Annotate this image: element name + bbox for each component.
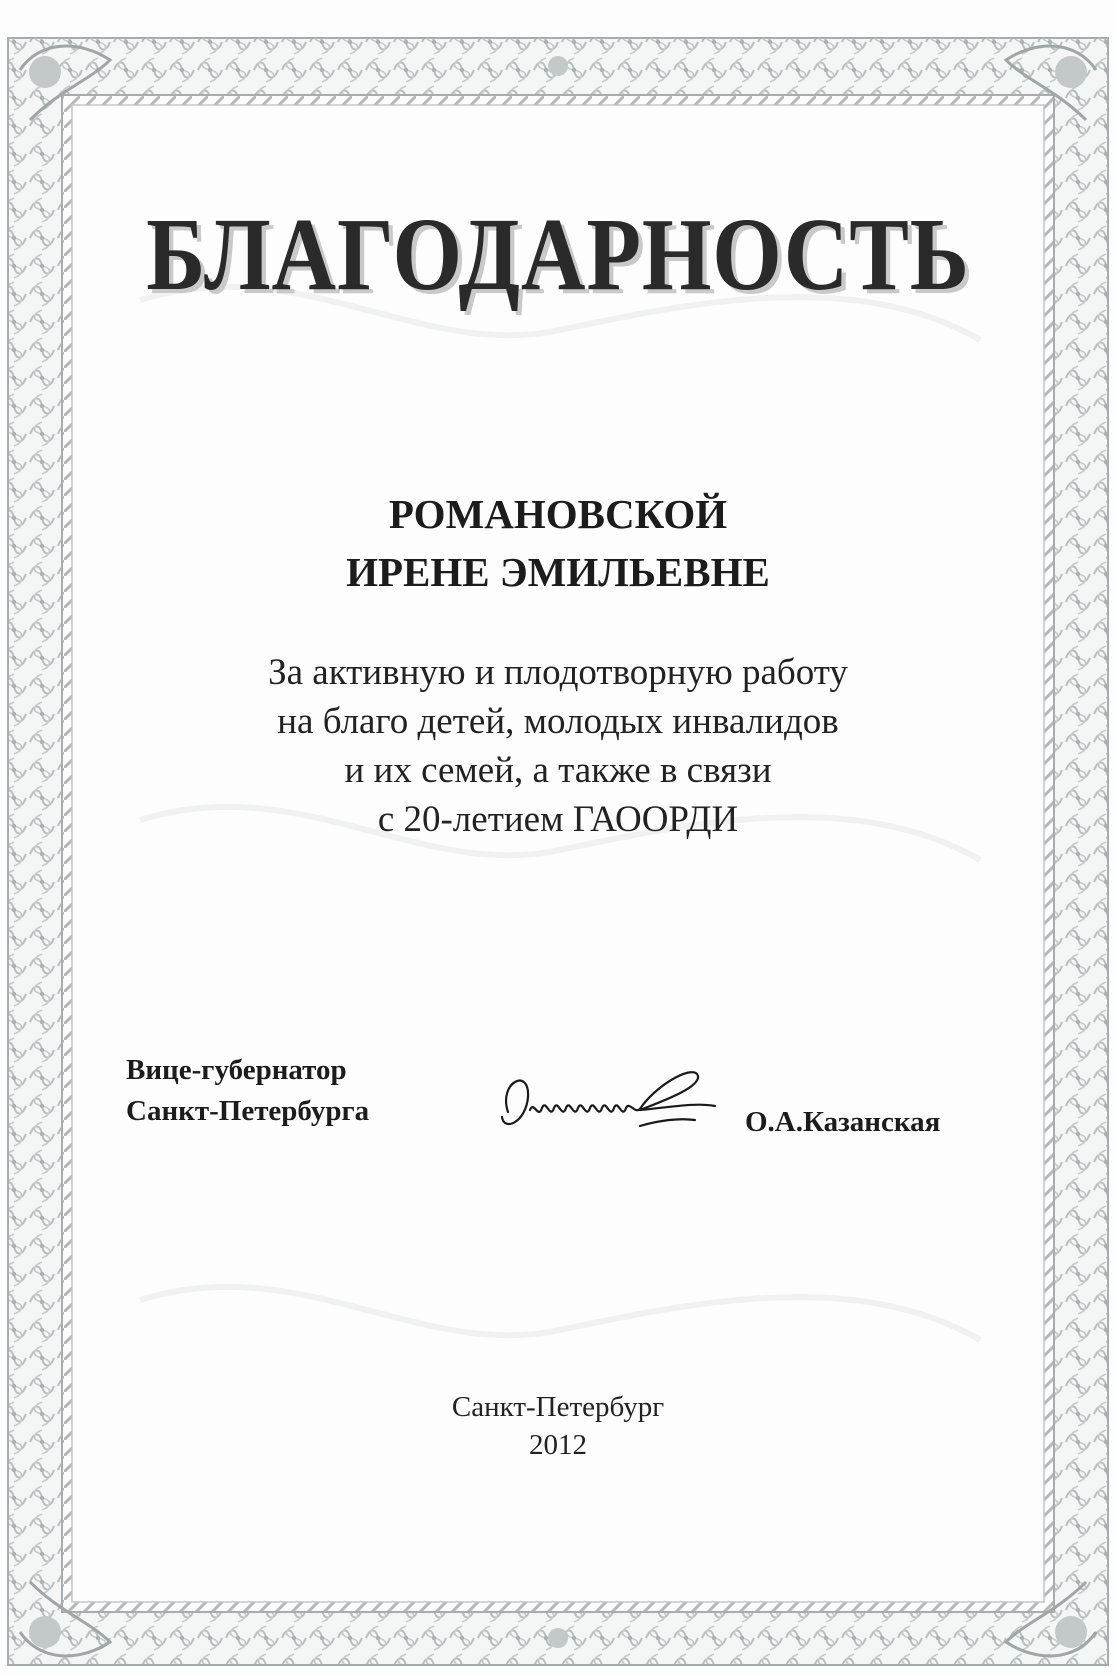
signatory-name: О.А.Казанская [745, 1106, 941, 1138]
place-and-year [0, 1388, 1116, 1464]
handwritten-signature [490, 1062, 740, 1162]
reason-line: За активную и плодотворную работу [268, 652, 848, 693]
recipient-surname: РОМАНОВСКОЙ [388, 491, 728, 537]
place: Санкт-Петербург [451, 1391, 665, 1423]
certificate-title: БЛАГОДАРНОСТЬ [146, 197, 970, 312]
signatory-position-line2: Санкт-Петербурга [126, 1095, 370, 1127]
award-reason [0, 648, 1116, 844]
reason-line: с 20-летием ГАООРДИ [377, 799, 739, 840]
signatory-position-line1: Вице-губернатор [126, 1054, 347, 1086]
reason-line: на благо детей, молодых инвалидов [277, 701, 839, 742]
reason-line: и их семей, а также в связи [344, 750, 772, 791]
recipient-given-names: ИРЕНЕ ЭМИЛЬЕВНЕ [346, 549, 770, 595]
signatory-position [126, 1050, 369, 1132]
year: 2012 [529, 1429, 587, 1461]
